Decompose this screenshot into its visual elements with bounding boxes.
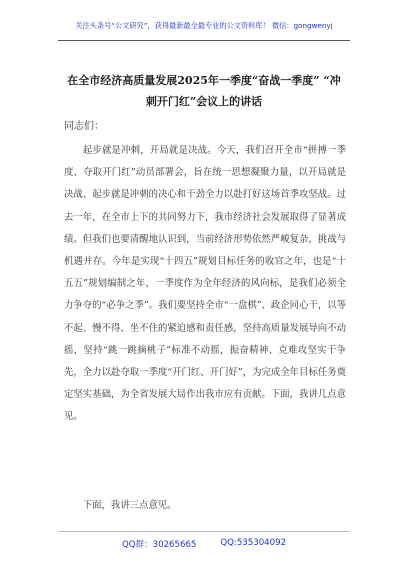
footer [0, 538, 408, 550]
header-divider [58, 40, 350, 41]
paragraph-2: 下面，我讲三点意见。 [82, 500, 177, 511]
paragraph-1: 起步就是冲刺，开局就是决战。今天，我们召开全市“拼搏一季度、夺取开门红”动员部署会，旨在统一思想凝聚力量，以开局就是决战、起步就是冲刺的决心和干劲全力以赴打好这场首季攻坚战。过去一年，在全市上下的共同努力下，我市经济社会发展取得了显著成绩。但我们也要清醒地认识到，当前经济形势依然严峻复杂，挑战与机遇并存。今年是实现“十四五”规划目标任务的收官之年，也是“十五五”规划编制之年，一季度作为全年经济的风向标，是我们必须全力争夺的“必争之季”。我们要坚持全市“一盘棋”、政企同心干，以等不起、慢不得、坐不住的紧迫感和责任感，坚持高质量发展导向不动摇，坚持“跳一跳摘桃子”标准不动摇，振奋精神、克难攻坚实干争先，全力以赴夺取一季度“开门红、开门好”，为完成全年目标任务奠定坚实基础，为全省发展大局作出我市应有贡献。下面，我讲几点意见。 [64, 145, 346, 423]
header-banner[interactable]: 关注头条号“公文研究”，获得最新最全最专业的公文资料库！ 微信：gongwenyj [75, 21, 333, 30]
title-line-1: 在全市经济高质量发展2025年一季度“奋战一季度” “冲 [67, 74, 341, 87]
document-title [40, 70, 368, 112]
footer-qq[interactable]: QQ:535304092 [220, 538, 287, 548]
footer-qq-group[interactable]: QQ群：30265665 [121, 540, 197, 550]
title-line-2: 刺开门红”会议上的讲话 [145, 95, 263, 108]
salutation: 同志们： [64, 121, 104, 132]
footer-divider [58, 531, 350, 532]
body-text [64, 140, 346, 429]
